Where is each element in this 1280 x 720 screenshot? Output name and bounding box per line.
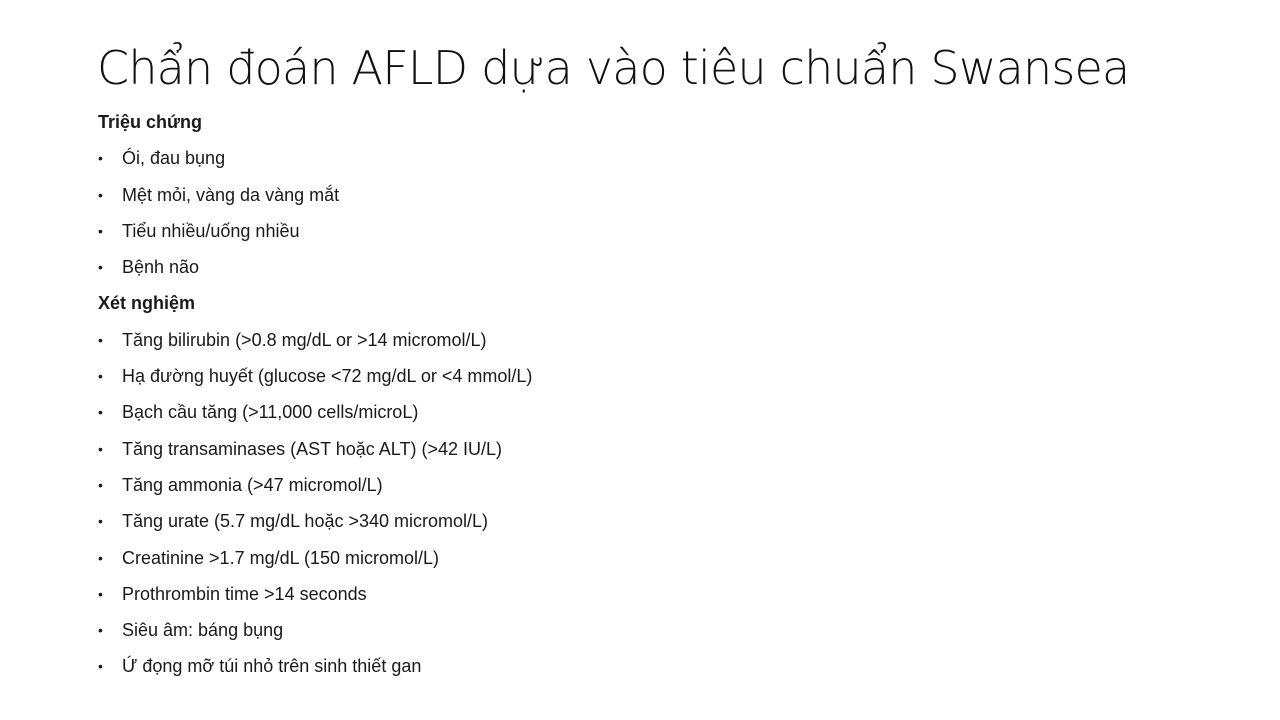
list-item-text: Prothrombin time >14 seconds: [122, 583, 367, 604]
list-item-text: Creatinine >1.7 mg/dL (150 micromol/L): [122, 547, 439, 568]
section-heading-symptoms: Triệu chứng: [98, 112, 203, 132]
list-item: [98, 648, 1198, 684]
list-item: [98, 431, 1198, 467]
bullet-icon: •: [98, 549, 103, 566]
list-item: [98, 503, 1198, 539]
bullet-icon: •: [98, 404, 103, 421]
list-item-text: Tăng bilirubin (>0.8 mg/dL or >14 micromol/L): [122, 329, 487, 350]
bullet-icon: •: [98, 150, 103, 167]
list-item: [98, 612, 1198, 648]
list-item: [98, 358, 1198, 394]
lab-tests-list: [98, 322, 1198, 685]
bullet-icon: •: [98, 513, 103, 530]
section-heading-lab-tests: Xét nghiệm: [98, 293, 196, 314]
list-item: [98, 177, 1198, 213]
list-item-text: Tăng transaminases (AST hoặc ALT) (>42 IU/L): [122, 438, 503, 459]
bullet-icon: •: [98, 476, 103, 493]
list-item-text: Tăng ammonia (>47 micromol/L): [122, 474, 383, 495]
list-item-text: Tăng urate (5.7 mg/dL hoặc >340 micromol/L): [122, 511, 489, 532]
list-item-text: Ói, đau bụng: [122, 148, 226, 169]
list-item: [98, 467, 1198, 503]
bullet-icon: •: [98, 622, 103, 639]
list-item: [98, 394, 1198, 430]
slide-content: [98, 104, 1198, 685]
list-item: [98, 576, 1198, 612]
bullet-icon: •: [98, 186, 103, 203]
bullet-icon: •: [98, 368, 103, 385]
list-item-text: Bệnh não: [122, 257, 200, 278]
list-item: [98, 540, 1198, 576]
list-item: [98, 322, 1198, 358]
list-item-text: Ứ đọng mỡ túi nhỏ trên sinh thiết gan: [122, 656, 422, 677]
bullet-icon: •: [98, 658, 103, 675]
list-item: [98, 213, 1198, 249]
list-item-text: Mệt mỏi, vàng da vàng mắt: [122, 184, 340, 205]
symptoms-list: [98, 140, 1198, 285]
list-item: [98, 140, 1198, 176]
bullet-icon: •: [98, 440, 103, 457]
list-item-text: Hạ đường huyết (glucose <72 mg/dL or <4 mmol/L): [122, 366, 533, 387]
bullet-icon: •: [98, 585, 103, 602]
bullet-icon: •: [98, 222, 103, 239]
list-item-text: Siêu âm: báng bụng: [122, 620, 284, 641]
bullet-icon: •: [98, 331, 103, 348]
list-item-text: Tiểu nhiều/uống nhiều: [122, 220, 300, 241]
list-item: [98, 249, 1198, 285]
list-item-text: Bạch cầu tăng (>11,000 cells/microL): [122, 402, 419, 423]
bullet-icon: •: [98, 259, 103, 276]
slide-title: Chẩn đoán AFLD dựa vào tiêu chuẩn Swansea: [97, 41, 1130, 95]
